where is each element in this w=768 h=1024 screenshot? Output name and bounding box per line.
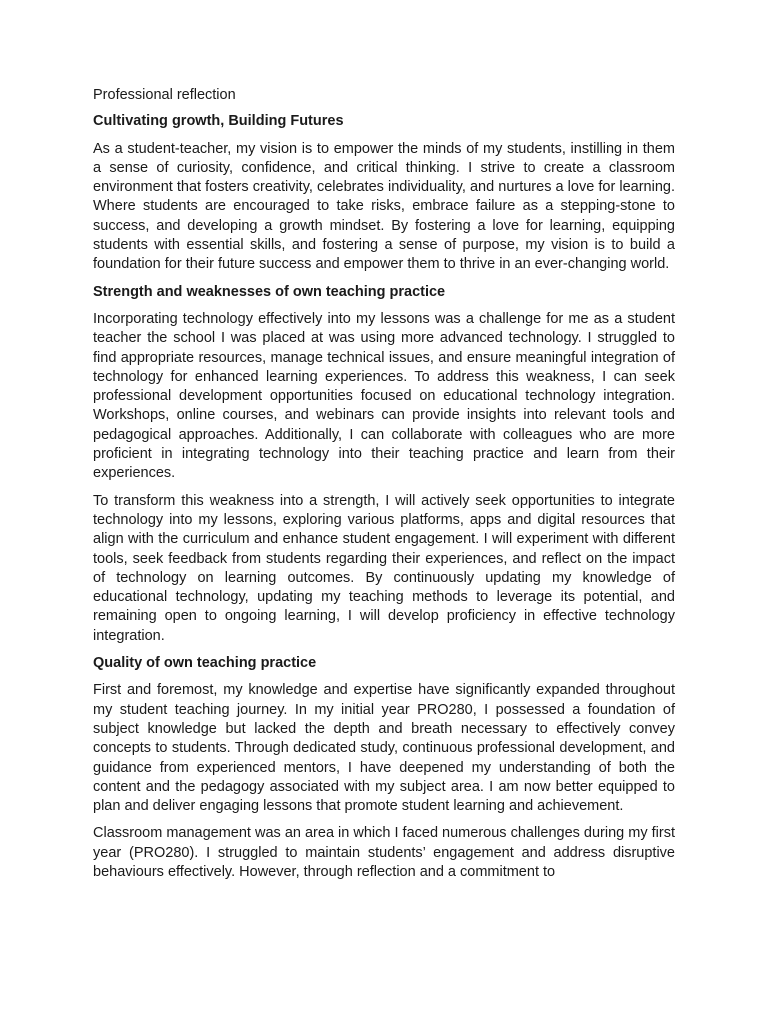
paragraph-transform-weakness: To transform this weakness into a strength, I will actively seek opportunities to integrate technology into my lessons, exploring various platforms, apps and digital resources that align with the curriculum and enhance student engagement. I will experiment with different tools, seek feedback from students regarding their experiences, and reflect on the impact of technology on learning outcomes. By continuously updating my knowledge of educational technology, updating my teaching methods to leverage its potential, and remaining open to ongoing learning, I will develop proficiency in effective technology integration. <box>93 492 675 644</box>
document-label: Professional reflection <box>93 87 236 103</box>
paragraph-technology-challenge: Incorporating technology effectively into my lessons was a challenge for me as a student teacher the school I was placed at was using more advanced technology. I struggled to find appropriate resources, manage technical issues, and ensure meaningful integration of technology for enhanced learning experiences. To address this weakness, I can seek professional development opportunities focused on educational technology integration. Workshops, online courses, and webinars can provide insights into relevant tools and pedagogical approaches. Additionally, I can collaborate with colleagues who are more proficient in integrating technology into their teaching practice and learn from their experiences. <box>93 310 675 482</box>
document-page <box>93 86 675 890</box>
section-heading-strengths-weaknesses: Strength and weaknesses of own teaching practice <box>93 283 446 300</box>
document-title: Cultivating growth, Building Futures <box>93 113 344 130</box>
intro-paragraph: As a student-teacher, my vision is to empower the minds of my students, instilling in them a sense of curiosity, confidence, and critical thinking. I strive to create a classroom environment that fosters creativity, celebrates individuality, and nurtures a love for learning. Where students are encouraged to take risks, embrace failure as a stepping-stone to success, and developing a growth mindset. By fostering a love for learning, equipping students with essential skills, and fostering a sense of purpose, my vision is to build a foundation for their future success and empower them to thrive in an ever-changing world. <box>93 140 675 273</box>
paragraph-knowledge-expertise: First and foremost, my knowledge and expertise have significantly expanded throughout my student teaching journey. In my initial year PRO280, I possessed a foundation of subject knowledge but lacked the depth and breath necessary to effectively convey concepts to students. Through dedicated study, continuous professional development, and guidance from experienced mentors, I have deepened my understanding of both the content and the pedagogy associated with my subject area. I am now better equipped to plan and deliver engaging lessons that promote student learning and achievement. <box>93 682 675 815</box>
paragraph-classroom-management: Classroom management was an area in which I faced numerous challenges during my first year (PRO280). I struggled to maintain students’ engagement and address disruptive behaviours effectively. However, through reflection and a commitment to <box>93 825 675 880</box>
section-heading-quality: Quality of own teaching practice <box>93 655 317 672</box>
